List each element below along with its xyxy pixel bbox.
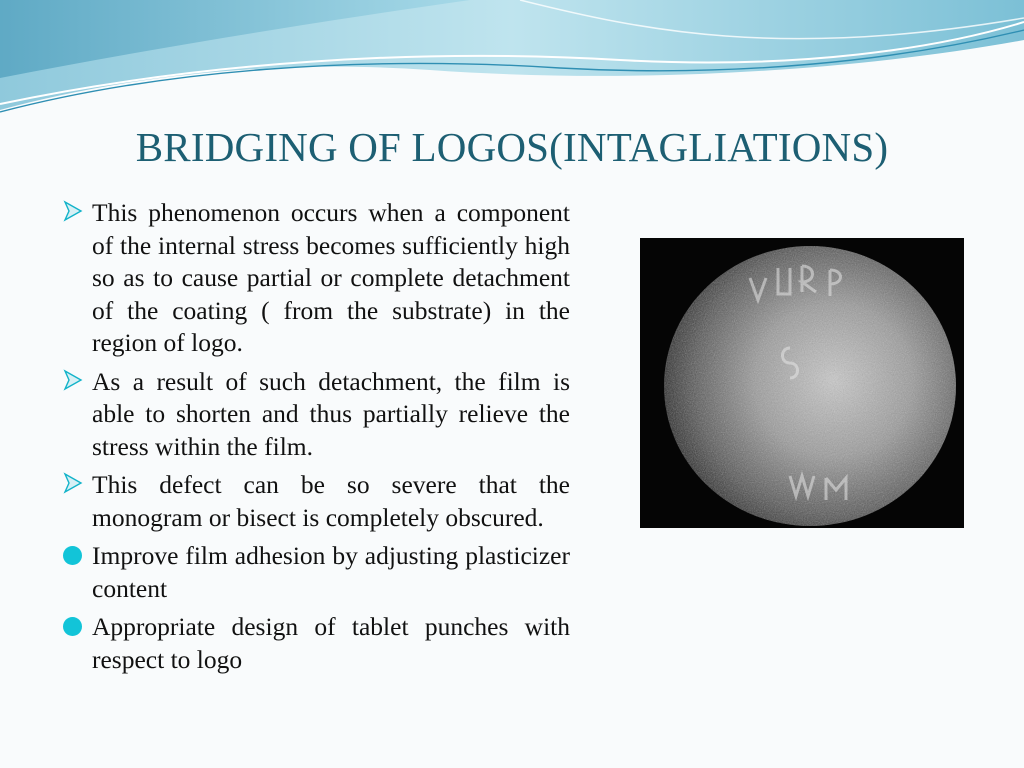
slide-title: BRIDGING OF LOGOS(INTAGLIATIONS) [135, 124, 889, 170]
arrow-bullet-icon [62, 472, 84, 494]
bullet-item [60, 540, 570, 605]
bullet-item [60, 469, 570, 534]
bullet-item [60, 366, 570, 464]
bullet-text: This defect can be so severe that the monogram or bisect is completely obscured. [92, 470, 570, 532]
dot-bullet-icon [63, 617, 82, 636]
arrow-bullet-icon [62, 200, 84, 222]
bullet-list [60, 197, 570, 682]
arrow-bullet-icon [62, 369, 84, 391]
bullet-text: This phenomenon occurs when a component of the internal stress becomes sufficiently high so as to cause partial or complete detachment of the coating ( from the substrate) in the region of logo. [92, 198, 570, 357]
dot-bullet-icon [63, 546, 82, 565]
bullet-item [60, 611, 570, 676]
bullet-text: Improve film adhesion by adjusting plasticizer content [92, 541, 570, 603]
tablet-photo [640, 238, 964, 528]
bullet-text: As a result of such detachment, the film is able to shorten and thus partially relieve the stress within the film. [92, 366, 570, 461]
bullet-text: Appropriate design of tablet punches with respect to logo [92, 612, 570, 674]
bullet-item [60, 197, 570, 360]
tablet-image-graphic [640, 238, 964, 528]
header-wave-decoration [0, 0, 1024, 130]
